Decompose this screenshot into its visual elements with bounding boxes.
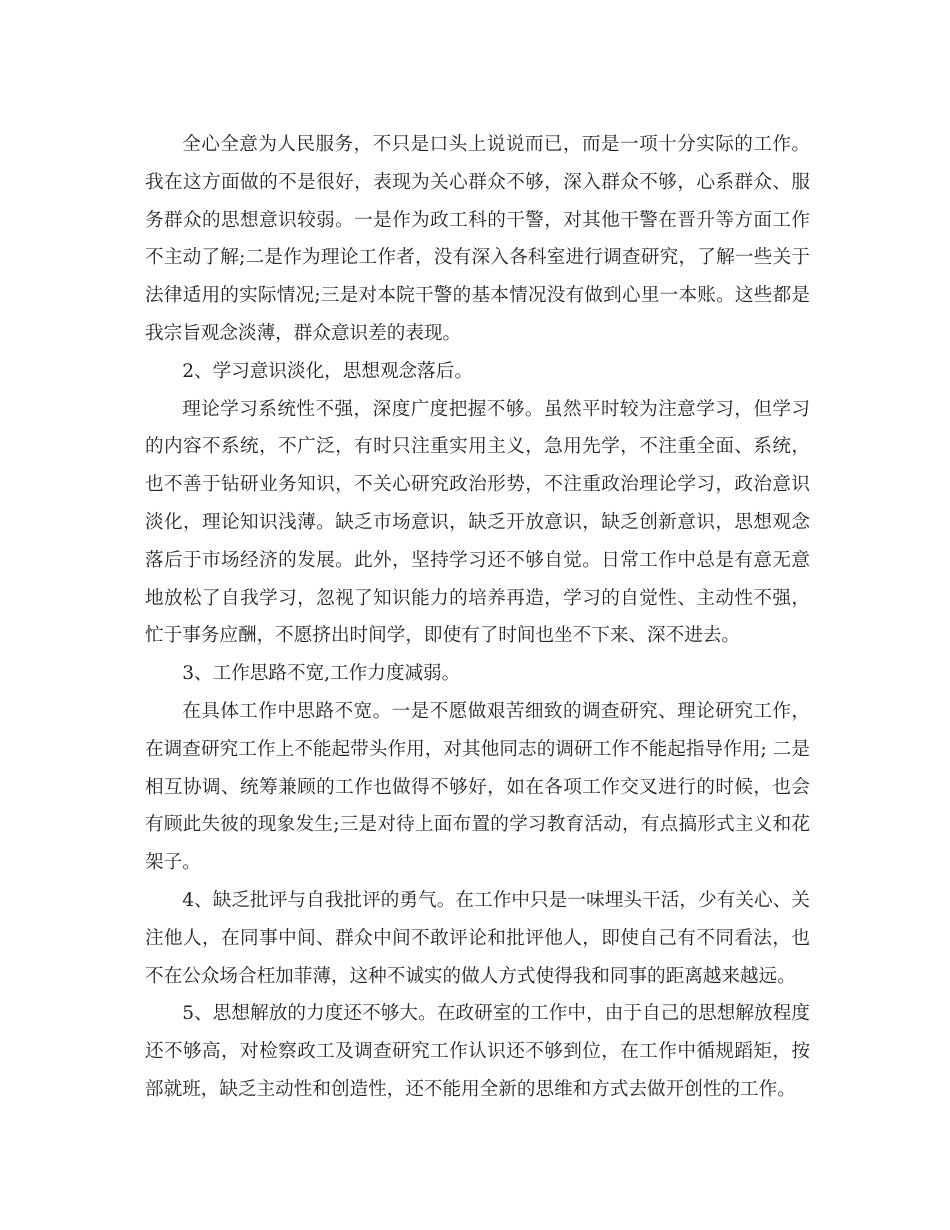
heading-learning-awareness: 2、学习意识淡化，思想观念落后。 — [182, 360, 473, 382]
document-body — [145, 126, 810, 1109]
paragraph-theory-study: 理论学习系统性不强，深度广度把握不够。虽然平时较为注意学习，但学习的内容不系统，不广泛，有时只注重实用主义，急用先学，不注重全面、系统，也不善于钻研业务知识，不关心研究政治形势，不注重政治理论学习，政治意识淡化，理论知识浅薄。缺乏市场意识，缺乏开放意识，缺乏创新意识，思想观念落后于市场经济的发展。此外，坚持学习还不够自觉。日常工作中总是有意无意地放松了自我学习，忽视了知识能力的培养再造，学习的自觉性、主动性不强，忙于事务应酬，不愿挤出时间学，即使有了时间也坐不下来、深不进去。 — [145, 398, 810, 647]
paragraph-service-awareness: 全心全意为人民服务，不只是口头上说说而已，而是一项十分实际的工作。我在这方面做的不是很好，表现为关心群众不够，深入群众不够，心系群众、服务群众的思想意识较弱。一是作为政工科的干警，对其他干警在晋升等方面工作不主动了解;二是作为理论工作者，没有深入各科室进行调查研究，了解一些关于法律适用的实际情况;三是对本院干警的基本情况没有做到心里一本账。这些都是我宗旨观念淡薄，群众意识差的表现。 — [145, 134, 810, 344]
paragraph-thought-liberation: 5、思想解放的力度还不够大。在政研室的工作中，由于自己的思想解放程度还不够高，对检察政工及调查研究工作认识还不够到位，在工作中循规蹈矩，按部就班，缺乏主动性和创造性，还不能用全新的思维和方式去做开创性的工作。 — [145, 1003, 810, 1100]
paragraph-criticism-courage: 4、缺乏批评与自我批评的勇气。在工作中只是一味埋头干活，少有关心、关注他人，在同事中间、群众中间不敢评论和批评他人，即使自己有不同看法，也不在公众场合枉加菲薄，这种不诚实的做人方式使得我和同事的距离越来越远。 — [145, 889, 810, 987]
paragraph-work-approach: 在具体工作中思路不宽。一是不愿做艰苦细致的调查研究、理论研究工作，在调查研究工作上不能起带头作用，对其他同志的调研工作不能起指导作用; 二是相互协调、统筹兼顾的工作也做得不够好，如在各项工作交叉进行的时候，也会有顾此失彼的现象发生;三是对待上面布置的学习教育活动，有点搞形式主义和花架子。 — [145, 700, 810, 874]
heading-work-approach: 3、工作思路不宽,工作力度减弱。 — [182, 663, 461, 685]
